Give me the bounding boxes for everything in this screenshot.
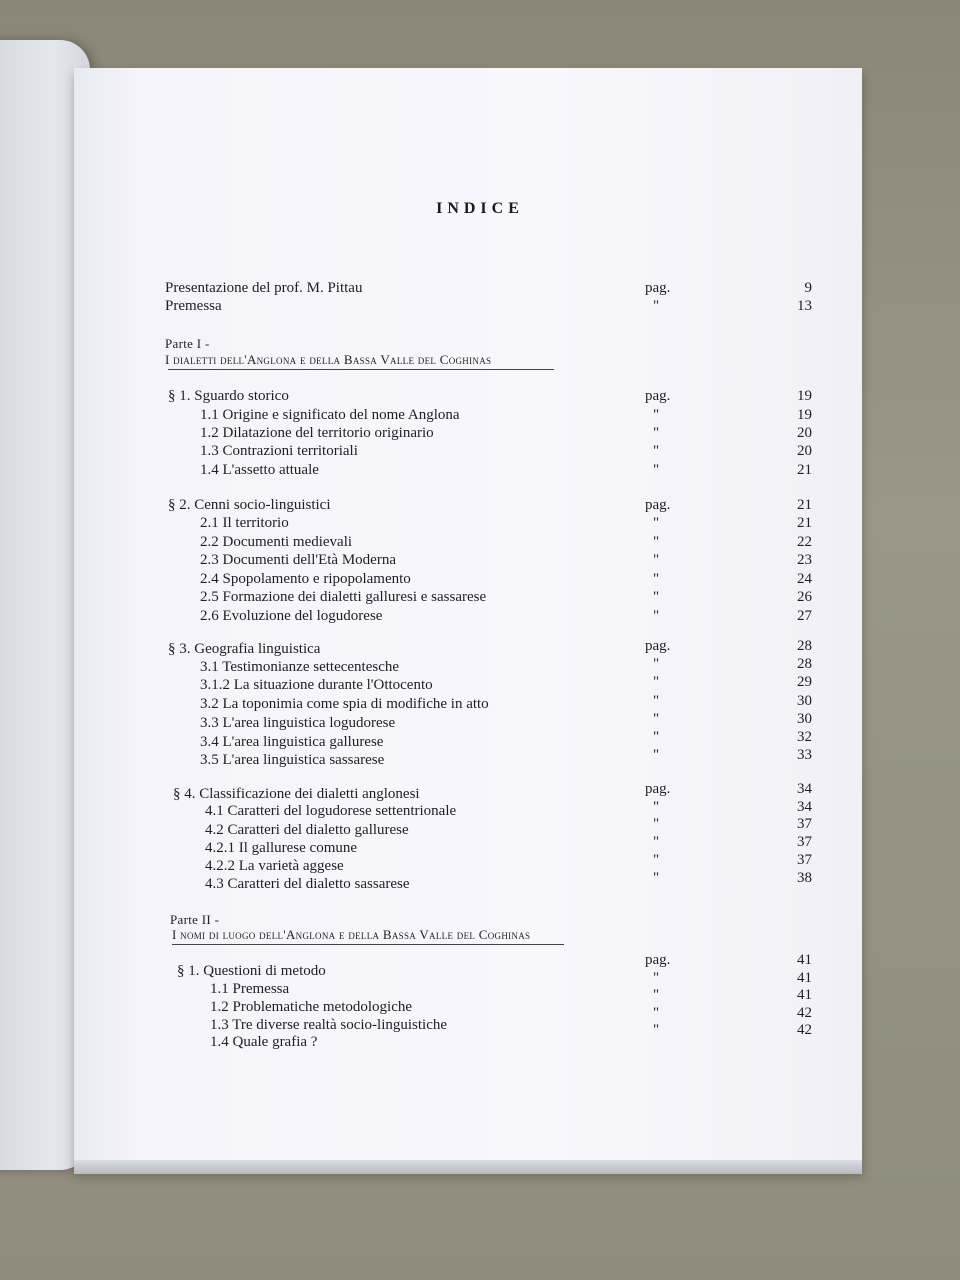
part-label: Parte II - (170, 912, 220, 927)
toc-page-number: 22 (797, 534, 812, 550)
part-rule (172, 944, 564, 945)
toc-entry: Premessa (165, 298, 222, 314)
toc-entry: 3.5 L'area linguistica sassarese (200, 752, 385, 768)
toc-page-number: 20 (797, 443, 812, 459)
toc-pag: " (653, 298, 660, 314)
toc-entry: 4.1 Caratteri del logudorese settentrionale (205, 803, 457, 819)
toc-pag: " (653, 534, 660, 550)
toc-entry: 2.4 Spopolamento e ripopolamento (200, 571, 411, 587)
toc-entry: § 4. Classificazione dei dialetti anglonesi (173, 786, 420, 802)
toc-entry: 1.1 Origine e significato del nome Anglona (200, 407, 460, 423)
toc-entry: 3.1.2 La situazione durante l'Ottocento (200, 677, 433, 693)
toc-page-number: 41 (797, 952, 812, 968)
toc-page-number: 24 (797, 571, 812, 587)
toc-entry: 3.4 L'area linguistica gallurese (200, 734, 384, 750)
toc-pag: pag. (645, 497, 671, 513)
toc-pag: " (653, 1022, 660, 1038)
toc-entry: 1.4 Quale grafia ? (210, 1034, 318, 1050)
toc-pag: " (653, 711, 660, 727)
toc-page-number: 19 (797, 388, 812, 404)
toc-pag: pag. (645, 280, 671, 296)
part-rule (168, 369, 554, 370)
toc-entry: 1.1 Premessa (210, 981, 290, 997)
toc-entry: 4.3 Caratteri del dialetto sassarese (205, 876, 410, 892)
toc-pag: " (653, 552, 660, 568)
toc-entry: 2.2 Documenti medievali (200, 534, 353, 550)
toc-entry: § 1. Questioni di metodo (177, 963, 326, 979)
toc-pag: " (653, 462, 660, 478)
toc-page-number: 34 (797, 799, 812, 815)
toc-page-number: 38 (797, 870, 812, 886)
toc-pag: " (653, 987, 660, 1003)
toc-pag: " (653, 407, 660, 423)
toc-entry: 1.2 Problematiche metodologiche (210, 999, 413, 1015)
toc-pag: " (653, 515, 660, 531)
toc-pag: pag. (645, 781, 671, 797)
toc-pag: " (653, 1005, 660, 1021)
toc-page-number: 33 (797, 747, 812, 763)
toc-page-number: 30 (797, 711, 812, 727)
toc-pag: " (653, 571, 660, 587)
toc-page-number: 21 (797, 462, 812, 478)
page-bottom-edge (74, 1160, 862, 1174)
toc-pag: " (653, 443, 660, 459)
part-title: I dialetti dell'Anglona e della Bassa Valle del Coghinas (165, 352, 492, 367)
toc-entry: 2.1 Il territorio (200, 515, 289, 531)
toc-pag: " (653, 852, 660, 868)
toc-pag: " (653, 799, 660, 815)
toc-pag: " (653, 747, 660, 763)
page-title: INDICE (436, 200, 524, 217)
toc-page-number: 42 (797, 1022, 812, 1038)
toc-entry: 2.3 Documenti dell'Età Moderna (200, 552, 396, 568)
book-page (74, 68, 862, 1170)
toc-pag: " (653, 729, 660, 745)
toc-entry: 4.2.1 Il gallurese comune (205, 840, 358, 856)
toc-page-number: 41 (797, 987, 812, 1003)
toc-pag: " (653, 834, 660, 850)
toc-pag: " (653, 970, 660, 986)
part-label: Parte I - (165, 336, 210, 351)
toc-pag: " (653, 816, 660, 832)
toc-page-number: 21 (797, 515, 812, 531)
toc-entry: 3.1 Testimonianze settecentesche (200, 659, 400, 675)
toc-page-number: 37 (797, 834, 812, 850)
toc-entry: 3.2 La toponimia come spia di modifiche in atto (200, 696, 489, 712)
toc-pag: " (653, 674, 660, 690)
toc-page-number: 42 (797, 1005, 812, 1021)
toc-page-number: 37 (797, 816, 812, 832)
toc-entry: 2.6 Evoluzione del logudorese (200, 608, 383, 624)
toc-page-number: 23 (797, 552, 812, 568)
toc-pag: " (653, 425, 660, 441)
toc-pag: " (653, 656, 660, 672)
toc-entry: 1.3 Contrazioni territoriali (200, 443, 358, 459)
toc-entry: 1.2 Dilatazione del territorio originario (200, 425, 434, 441)
toc-pag: pag. (645, 952, 671, 968)
toc-pag: pag. (645, 388, 671, 404)
toc-page-number: 26 (797, 589, 812, 605)
toc-entry: 1.3 Tre diverse realtà socio-linguistiche (210, 1017, 448, 1033)
toc-entry: § 2. Cenni socio-linguistici (168, 497, 331, 513)
part-title: I nomi di luogo dell'Anglona e della Bassa Valle del Coghinas (172, 927, 531, 942)
toc-page-number: 28 (797, 638, 812, 654)
toc-page-number: 32 (797, 729, 812, 745)
toc-page-number: 20 (797, 425, 812, 441)
toc-page-number: 30 (797, 693, 812, 709)
toc-pag: " (653, 608, 660, 624)
toc-page-number: 9 (804, 280, 812, 296)
toc-entry: 4.2 Caratteri del dialetto gallurese (205, 822, 409, 838)
toc-entry: § 1. Sguardo storico (168, 388, 289, 404)
toc-pag: pag. (645, 638, 671, 654)
toc-pag: " (653, 693, 660, 709)
toc-page-number: 28 (797, 656, 812, 672)
toc-entry: 3.3 L'area linguistica logudorese (200, 715, 396, 731)
toc-entry: Presentazione del prof. M. Pittau (165, 280, 363, 296)
toc-page-number: 34 (797, 781, 812, 797)
toc-page-number: 19 (797, 407, 812, 423)
toc-pag: " (653, 870, 660, 886)
toc-page-number: 27 (797, 608, 812, 624)
toc-page-number: 21 (797, 497, 812, 513)
toc-page-number: 13 (797, 298, 812, 314)
toc-entry: 4.2.2 La varietà aggese (205, 858, 344, 874)
toc-pag: " (653, 589, 660, 605)
toc-page-number: 41 (797, 970, 812, 986)
toc-entry: § 3. Geografia linguistica (168, 641, 321, 657)
toc-page-number: 29 (797, 674, 812, 690)
toc-page-number: 37 (797, 852, 812, 868)
toc-entry: 1.4 L'assetto attuale (200, 462, 319, 478)
toc-entry: 2.5 Formazione dei dialetti galluresi e sassarese (200, 589, 487, 605)
